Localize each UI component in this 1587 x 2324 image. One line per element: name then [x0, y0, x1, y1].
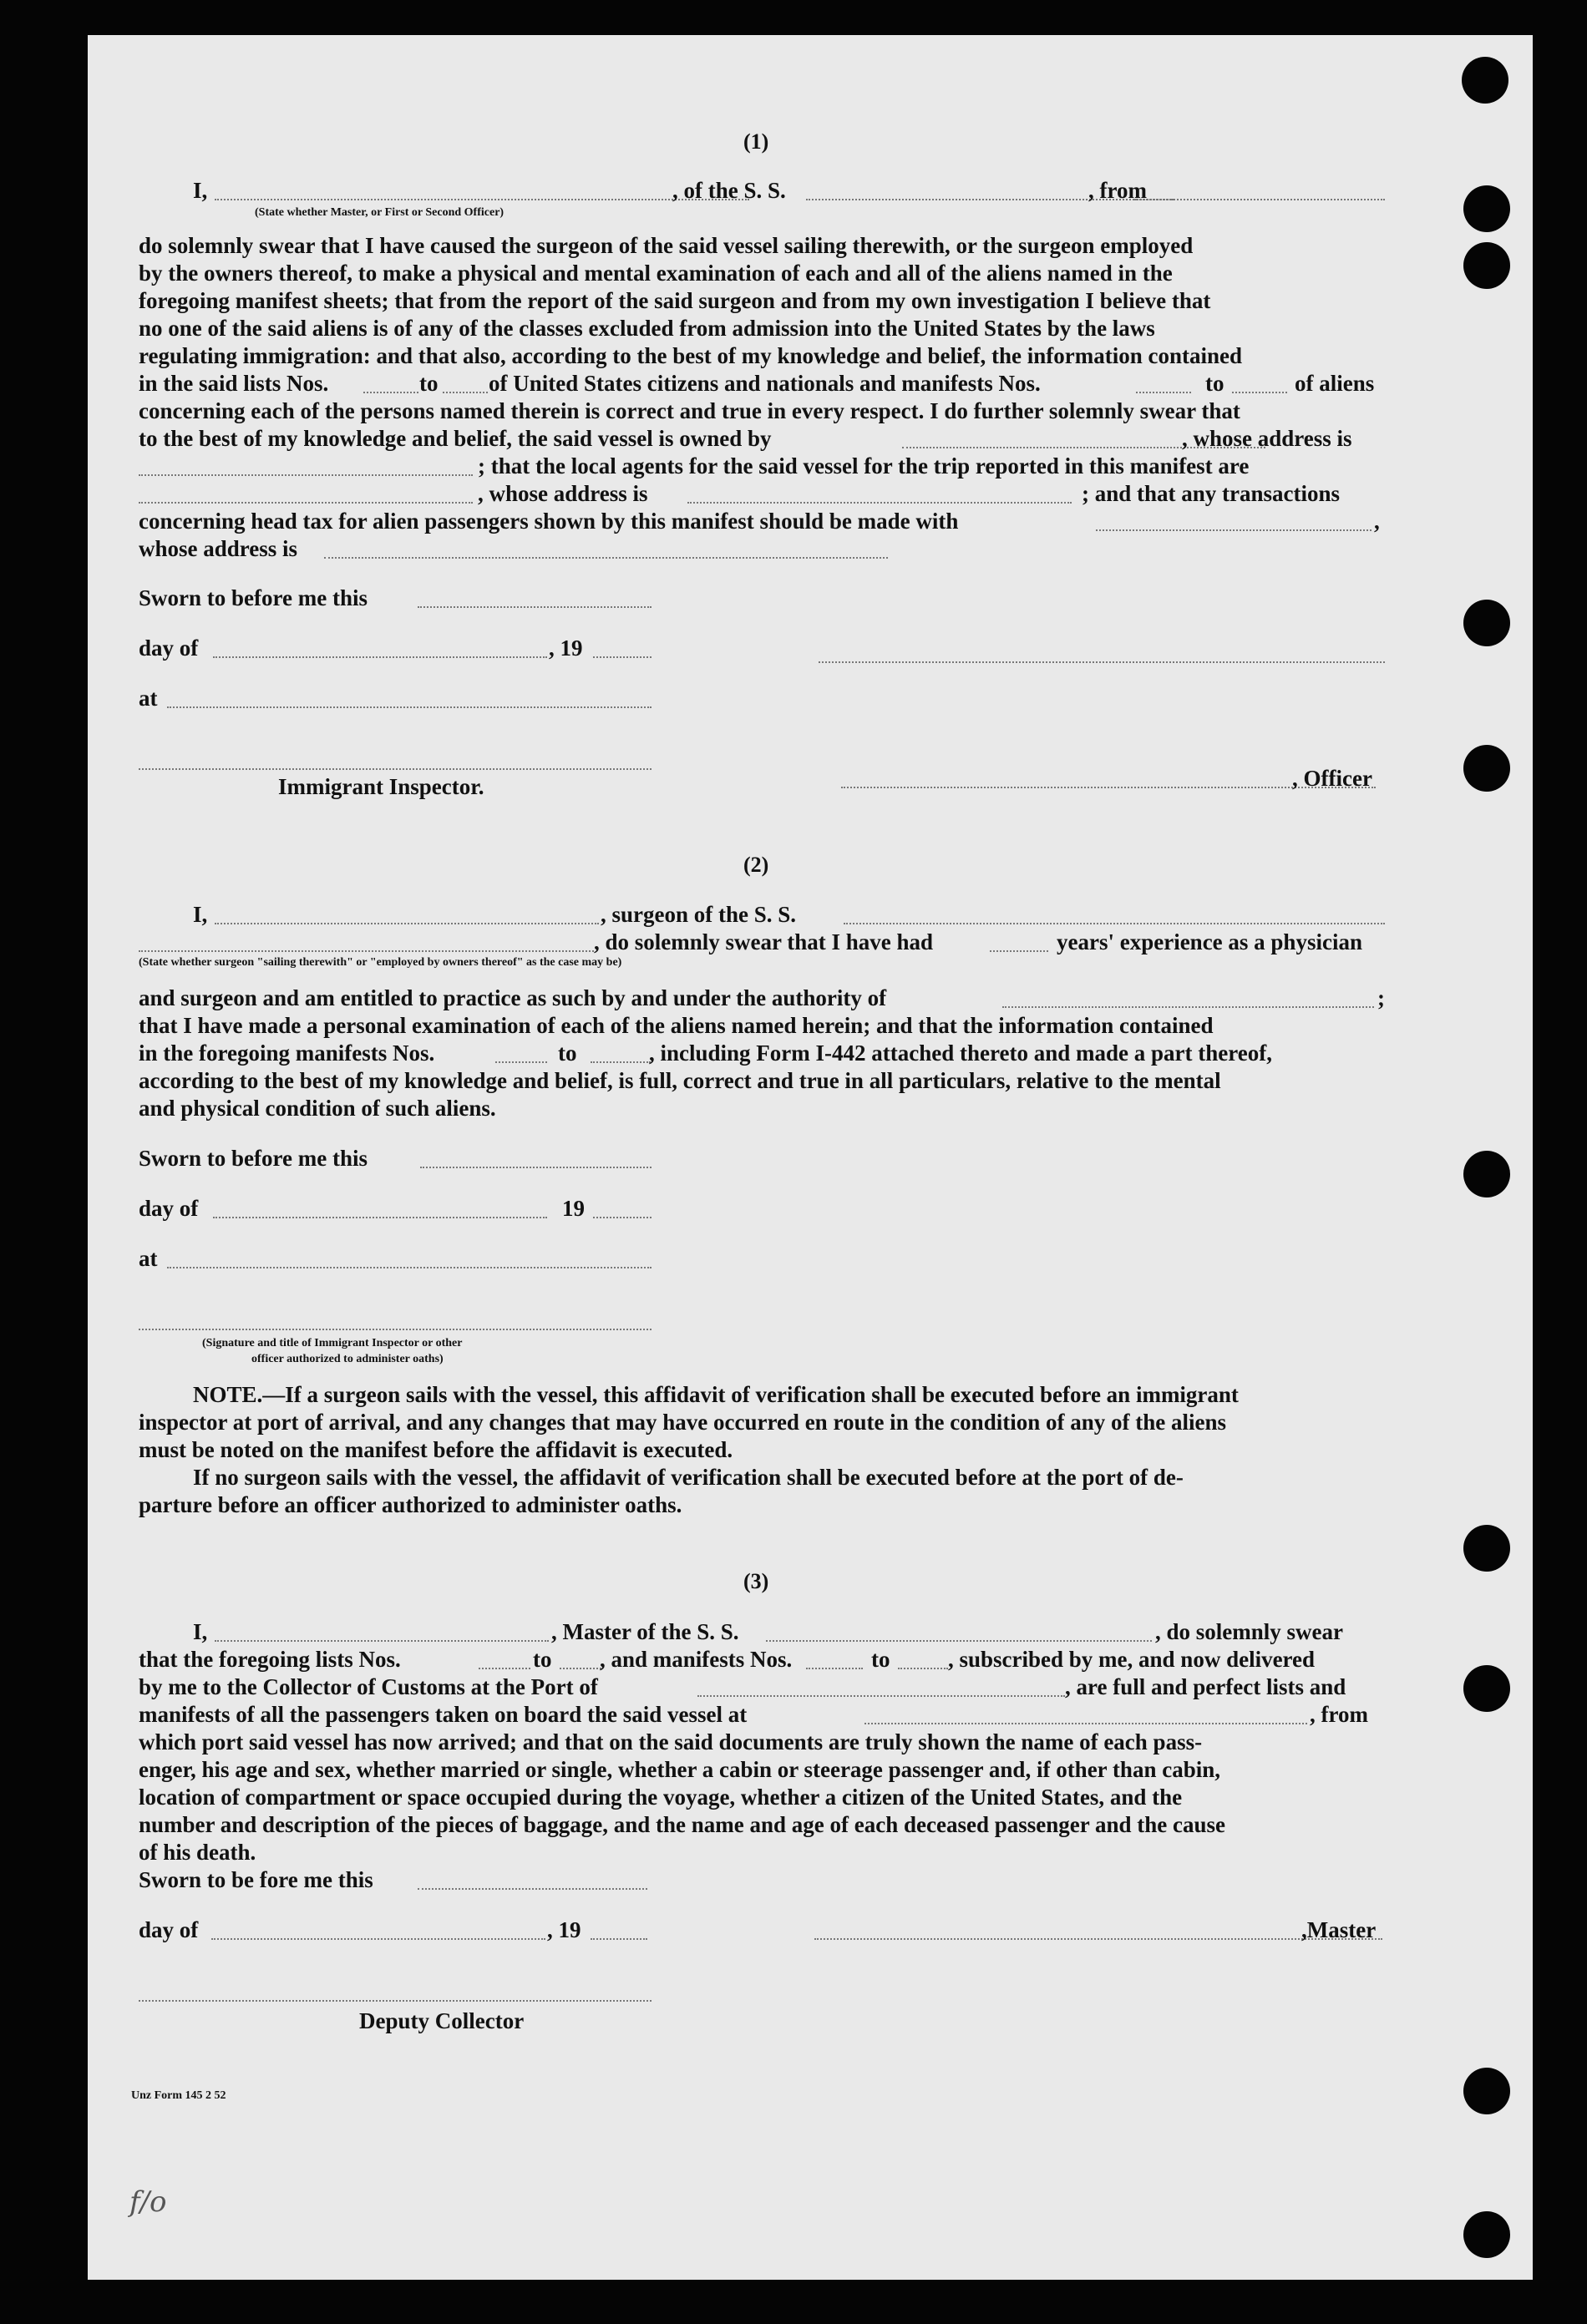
note-line-2: inspector at port of arrival, and any changes that may have occurred en route in the condition of any of the aliens — [139, 1410, 1226, 1435]
section-3-number: (3) — [743, 1569, 769, 1593]
s1-citizens-label: of United States citizens and nationals and manifests Nos. — [489, 371, 1041, 396]
s2-dayof-label: day of — [139, 1196, 199, 1221]
s1-lists-from-field[interactable] — [363, 392, 418, 393]
section-1-number: (1) — [743, 129, 769, 154]
s2-month-field[interactable] — [213, 1217, 547, 1218]
note-line-4: If no surgeon sails with the vessel, the affidavit of verification shall be executed before at the port of de- — [193, 1465, 1184, 1490]
binder-hole-icon — [1463, 745, 1510, 792]
s1-rank-caption: (State whether Master, or First or Second Officer) — [255, 206, 504, 219]
s2-manifests-label: in the foregoing manifests Nos. — [139, 1040, 435, 1066]
section-2-number: (2) — [743, 853, 769, 877]
s3-line-5: which port said vessel has now arrived; and that on the said documents are truly shown the name of each pass- — [139, 1729, 1203, 1754]
s1-to-label-1: to — [419, 371, 439, 396]
s1-from-label: , from — [1088, 178, 1147, 203]
s1-officer-label: , Officer — [1292, 766, 1372, 791]
s1-owner-address-label: , whose address is — [1182, 426, 1352, 451]
s3-master-label: ,Master — [1301, 1917, 1377, 1942]
s3-lists-to-field[interactable] — [560, 1668, 601, 1669]
s3-delivered-label: , subscribed by me, and now delivered — [948, 1647, 1316, 1672]
s3-year-label: , 19 — [547, 1917, 581, 1942]
s1-i-label: I, — [193, 178, 208, 203]
form-number: Unz Form 145 2 52 — [131, 2089, 226, 2102]
s1-dayof-label: day of — [139, 635, 199, 661]
s2-line-4: that I have made a personal examination of each of the aliens named herein; and that the information contained — [139, 1013, 1214, 1038]
s2-swear-label: , do solemnly swear that I have had — [594, 929, 934, 954]
s3-year-field[interactable] — [591, 1938, 647, 1940]
handwritten-mark: f/o — [129, 2185, 167, 2219]
s1-sworn-label: Sworn to before me this — [139, 585, 368, 610]
note-line-1: NOTE.—If a surgeon sails with the vessel, this affidavit of verification shall be executed before an immigrant — [193, 1382, 1239, 1407]
s1-inspector-signature-field[interactable] — [139, 768, 652, 770]
s2-line-7: and physical condition of such aliens. — [139, 1096, 496, 1121]
s1-from-port-field[interactable] — [1134, 199, 1385, 200]
s3-line-6: enger, his age and sex, whether married or single, whether a cabin or steerage passenger and, if other than cabin, — [139, 1757, 1220, 1782]
s1-year-field[interactable] — [593, 656, 652, 658]
s1-lists-to-field[interactable] — [443, 392, 488, 393]
s1-line-4: foregoing manifest sheets; that from the report of the said surgeon and from my own investigation I believe that — [139, 288, 1211, 313]
s2-semicolon: ; — [1377, 985, 1385, 1010]
s1-manifests-from-field[interactable] — [1136, 392, 1191, 393]
s1-head-tax-address-field[interactable] — [324, 557, 888, 559]
s1-line-5: no one of the said aliens is of any of the classes excluded from admission into the United States by the laws — [139, 316, 1155, 341]
s3-line-8: number and description of the pieces of baggage, and the name and age of each deceased passenger and the cause — [139, 1812, 1226, 1837]
s2-at-label: at — [139, 1246, 158, 1271]
s3-deputy-collector-label: Deputy Collector — [359, 2008, 525, 2033]
s2-signature-caption-2: officer authorized to administer oaths) — [251, 1353, 444, 1365]
binder-hole-icon — [1463, 1151, 1510, 1197]
s1-lists-label: in the said lists Nos. — [139, 371, 329, 396]
binder-hole-icon — [1462, 57, 1508, 104]
s2-surgeon-of-ss-label: , surgeon of the S. S. — [601, 902, 797, 927]
s3-to-label-2: to — [871, 1647, 890, 1672]
s1-agents-address-field[interactable] — [687, 502, 1072, 504]
s3-to-label-1: to — [533, 1647, 552, 1672]
s3-swear-label: , do solemnly swear — [1155, 1619, 1343, 1644]
s1-immigrant-inspector-label: Immigrant Inspector. — [278, 774, 484, 799]
s2-i-label: I, — [193, 902, 208, 927]
s3-master-signature-field[interactable] — [814, 1938, 1382, 1940]
s1-owned-by-label: to the best of my knowledge and belief, the said vessel is owned by — [139, 426, 772, 451]
s2-year-label: 19 — [562, 1196, 585, 1221]
s2-line-6: according to the best of my knowledge and belief, is full, correct and true in all particulars, relative to the mental — [139, 1068, 1221, 1093]
s3-deputy-signature-field[interactable] — [139, 2000, 652, 2002]
binder-hole-icon — [1463, 2068, 1510, 2114]
s1-transactions-label: ; and that any transactions — [1082, 481, 1341, 506]
note-line-5: parture before an officer authorized to administer oaths. — [139, 1492, 682, 1517]
binder-hole-icon — [1463, 2211, 1510, 2258]
s1-head-tax-field[interactable] — [1096, 529, 1372, 531]
s3-taken-on-board-label: manifests of all the passengers taken on board the said vessel at — [139, 1702, 748, 1727]
s2-signature-field[interactable] — [139, 1329, 652, 1330]
s3-i-label: I, — [193, 1619, 208, 1644]
s2-surgeon-type-caption: (State whether surgeon "sailing therewith" or "employed by owners thereof" as the case may be) — [139, 956, 622, 969]
s1-local-agents-label: ; that the local agents for the said vessel for the trip reported in this manifest are — [478, 453, 1250, 478]
s2-to-label: to — [558, 1040, 577, 1066]
binder-hole-icon — [1463, 1525, 1510, 1572]
binder-hole-icon — [1463, 242, 1510, 289]
s1-line-2: do solemnly swear that I have caused the surgeon of the said vessel sailing therewith, or the surgeon employed — [139, 233, 1194, 258]
s1-line-3: by the owners thereof, to make a physical and mental examination of each and all of the aliens named in the — [139, 261, 1173, 286]
s3-sworn-day-field[interactable] — [418, 1888, 647, 1890]
s1-at-field[interactable] — [167, 706, 652, 708]
s1-address-label: whose address is — [139, 536, 298, 561]
s2-experience-label: years' experience as a physician — [1057, 929, 1362, 954]
s2-signature-caption-1: (Signature and title of Immigrant Inspector or other — [202, 1337, 463, 1349]
s1-month-field[interactable] — [213, 656, 547, 658]
s2-year-field[interactable] — [593, 1217, 652, 1218]
s1-at-label: at — [139, 686, 158, 711]
s2-sworn-day-field[interactable] — [420, 1167, 652, 1168]
s1-of-ss-label: , of the S. S. — [672, 178, 786, 203]
s3-manifests-label: , and manifests Nos. — [600, 1647, 793, 1672]
s3-lists-label: that the foregoing lists Nos. — [139, 1647, 401, 1672]
binder-hole-icon — [1463, 1665, 1510, 1712]
s2-at-field[interactable] — [167, 1267, 652, 1268]
s1-line-6: regulating immigration: and that also, according to the best of my knowledge and belief, the information contained — [139, 343, 1242, 368]
s3-port-field[interactable] — [697, 1695, 1065, 1697]
s2-years-field[interactable] — [990, 950, 1048, 952]
s1-agents-field[interactable] — [139, 502, 473, 504]
s1-officer-rank-field[interactable] — [215, 199, 749, 200]
s1-owner-address-field[interactable] — [139, 474, 473, 476]
s2-authority-field[interactable] — [1002, 1006, 1374, 1008]
s3-dayof-label: day of — [139, 1917, 199, 1942]
s3-line-9: of his death. — [139, 1840, 256, 1865]
s2-manifests-to-field[interactable] — [591, 1061, 651, 1063]
s3-line-7: location of compartment or space occupied during the voyage, whether a citizen of the United States, and the — [139, 1785, 1183, 1810]
s3-from-label: , from — [1310, 1702, 1368, 1727]
s1-manifests-to-field[interactable] — [1232, 392, 1287, 393]
s3-month-field[interactable] — [211, 1938, 545, 1940]
s1-line-8: concerning each of the persons named therein is correct and true in every respect. I do further solemnly swear that — [139, 398, 1240, 423]
s3-full-lists-label: , are full and perfect lists and — [1065, 1674, 1346, 1699]
s1-year-label: , 19 — [549, 635, 583, 661]
note-line-3: must be noted on the manifest before the affidavit is executed. — [139, 1437, 733, 1462]
s3-manifests-from-field[interactable] — [806, 1668, 863, 1669]
binder-hole-icon — [1463, 185, 1510, 232]
s2-vessel-name-field[interactable] — [844, 923, 1385, 924]
binder-hole-icon — [1463, 600, 1510, 646]
s2-surgeon-type-field[interactable] — [139, 950, 594, 952]
s3-master-of-ss-label: , Master of the S. S. — [551, 1619, 739, 1644]
s1-to-label-2: to — [1205, 371, 1224, 396]
s1-comma: , — [1374, 509, 1380, 534]
s2-manifests-from-field[interactable] — [495, 1061, 547, 1063]
s3-master-name-field[interactable] — [215, 1640, 549, 1642]
s1-head-tax-label: concerning head tax for alien passengers shown by this manifest should be made with — [139, 509, 959, 534]
s3-boarding-port-field[interactable] — [864, 1723, 1307, 1724]
s3-collector-label: by me to the Collector of Customs at the Port of — [139, 1674, 598, 1699]
s2-surgeon-name-field[interactable] — [215, 923, 599, 924]
s2-practice-label: and surgeon and am entitled to practice as such by and under the authority of — [139, 985, 887, 1010]
s1-officer-signature-field[interactable] — [819, 661, 1385, 663]
s2-form-label: , including Form I-442 attached thereto and made a part thereof, — [649, 1040, 1272, 1066]
s1-agents-address-label: , whose address is — [478, 481, 648, 506]
s3-vessel-name-field[interactable] — [766, 1640, 1152, 1642]
s2-sworn-label: Sworn to before me this — [139, 1146, 368, 1171]
s1-sworn-day-field[interactable] — [418, 606, 652, 608]
s3-manifests-to-field[interactable] — [898, 1668, 948, 1669]
form-page — [88, 35, 1533, 2280]
s3-sworn-label: Sworn to be fore me this — [139, 1867, 373, 1892]
s1-of-aliens-label: of aliens — [1295, 371, 1375, 396]
s3-lists-from-field[interactable] — [479, 1668, 530, 1669]
